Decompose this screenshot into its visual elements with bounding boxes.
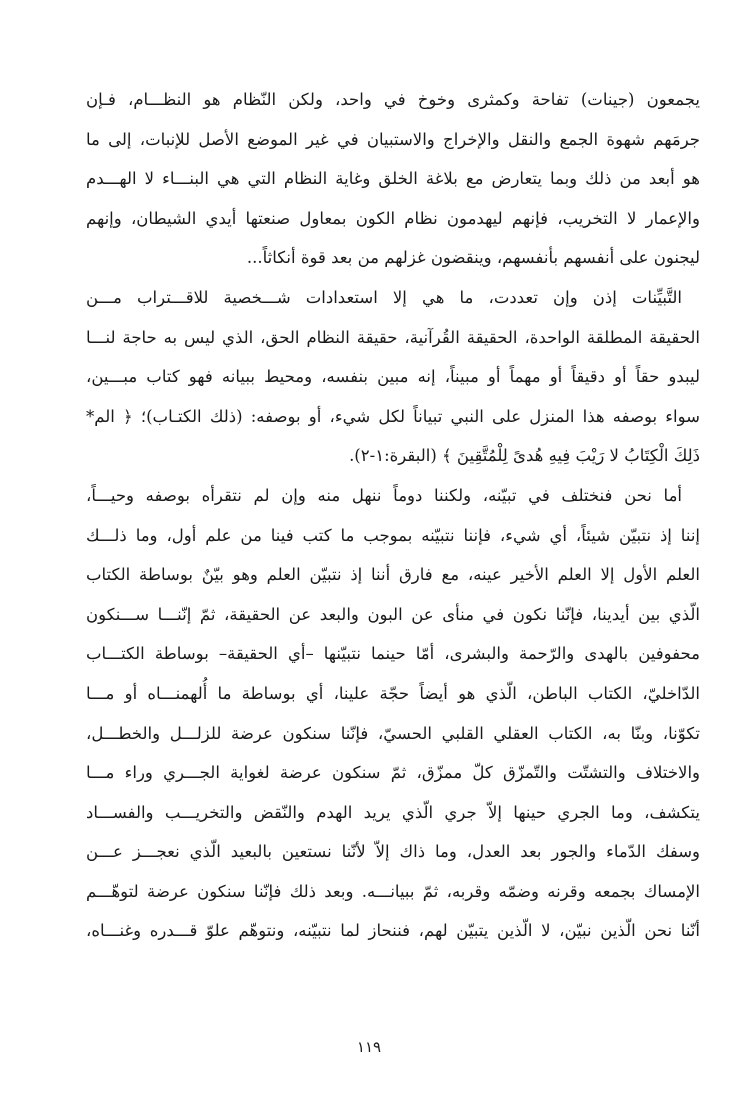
text-line: أما نحن فنختلف في تبيّنه، ولكننا دوماً ننهل منه وإن لم نتقرأه بوصفه وحيـــاً،: [86, 485, 682, 505]
text-line: الإمساك بجمعه وقرنه وضمّه وقربه، ثمّ ببيانـــه. وبعد ذلك فإنّنا سنكون عرضة لتوهّـــم: [86, 881, 700, 901]
text-line: الدّاخليّ، الكتاب الباطن، الّذي هو أيضاً حجّة علينا، أي بوساطة ما أُلهمنـــاه أو مـــا: [86, 683, 700, 703]
text-line: يجمعون (جينات) تفاحة وكمثرى وخوخ في واحد، ولكن النّظام هو النظـــام، فـإن: [86, 90, 700, 109]
text-line: جرمَهم شهوة الجمع والنقل والإخراج والاستبيان في غير الموضع الأصل للإنبات، إلى ما: [86, 129, 700, 149]
text-line: ليبدو حقاً أو دقيقاً أو مهماً أو مبيناً، إنه مبين بنفسه، ومحيط ببيانه فهو كتاب مبـــين،: [86, 367, 700, 387]
text-line: ليجنون على أنفسهم بأنفسهم، وينقضون غزلهم من بعد قوة أنكاثاً...: [246, 248, 700, 268]
text-line: سواء بوصفه هذا المنزل على النبي تبياناً لكل شيء، أو بوصفه: (ذلك الكتـاب)؛ ﴿ الم*: [86, 406, 700, 426]
text-line: التَّبيِّنات إذن وإن تعددت، ما هي إلا استعدادات شـــخصية للاقـــتراب مـــن: [86, 287, 682, 307]
text-line: الحقيقة المطلقة الواحدة، الحقيقة القُرآنية، حقيقة النظام الحق، الذي ليس به حاجة لنـــا: [86, 327, 700, 347]
text-line: أنّنا نحن الّذين نبيّن، لا الّذين يتبيّن لهم، فننحاز لما نتبيّنه، ونتوهّم علوّ قـــدره وغنـــاه،: [86, 921, 700, 941]
text-line: هو أبعد من ذلك وبما يتعارض مع بلاغة الخلق وغاية النظام التي هي البنـــاء لا الهـــدم: [86, 169, 700, 189]
text-line: الّذي بين أيدينا، فإنّنا نكون في منأى عن البون والبعد عن الحقيقة، ثمّ إنّنـــا ســـنكون: [86, 604, 700, 624]
text-line: والاختلاف والتشتّت والتّمزّق كلّ ممزّق، ثمّ سنكون عرضة لغواية الجـــري وراء مـــا: [86, 763, 700, 783]
text-line: العلم الأول إلا العلم الأخير عينه، مع فارق أننا إذ نتبيّن العلم وهو بيّنٌ بوساطة الكتاب: [86, 565, 700, 585]
page-number: ١١٩: [356, 1038, 382, 1056]
text-line: محفوفين بالهدى والرّحمة والبشرى، أمّا حينما نتبيّنها –أي الحقيقة– بوساطة الكتـــاب: [86, 644, 700, 664]
text-line: وسفك الدّماء والجور بعد العدل، وما ذاك إلاّ لأنّنا نستعين بالبعيد الّذي نعجـــز عـــن: [86, 842, 700, 862]
text-line: والإعمار لا التخريب، فإنهم ليهدمون نظام الكون بمعاول صنعتها أيدي الشيطان، وإنهم: [86, 208, 700, 228]
text-line: تكوّنا، وبنّا به، الكتاب العقلي القلبي الحسيّ، فإنّنا سنكون عرضة للزلـــل والخطـــل،: [86, 723, 700, 743]
text-line: إننا إذ نتبيّن شيئاً، أي شيء، فإننا نتبيّنه بموجب ما كتب فينا من علم أول، وما ذلـــك: [86, 525, 700, 545]
body-text: [86, 80, 700, 951]
text-line: ذَلِكَ الْكِتَابُ لا رَيْبَ فِيهِ هُدىً لِلْمُتَّقِينَ ﴾ (البقرة:١-٢).: [349, 446, 700, 466]
text-line: يتكشف، وما الجري حينها إلاّ جري الّذي يريد الهدم والنّقض والتخريـــب والفســـاد: [86, 802, 700, 822]
